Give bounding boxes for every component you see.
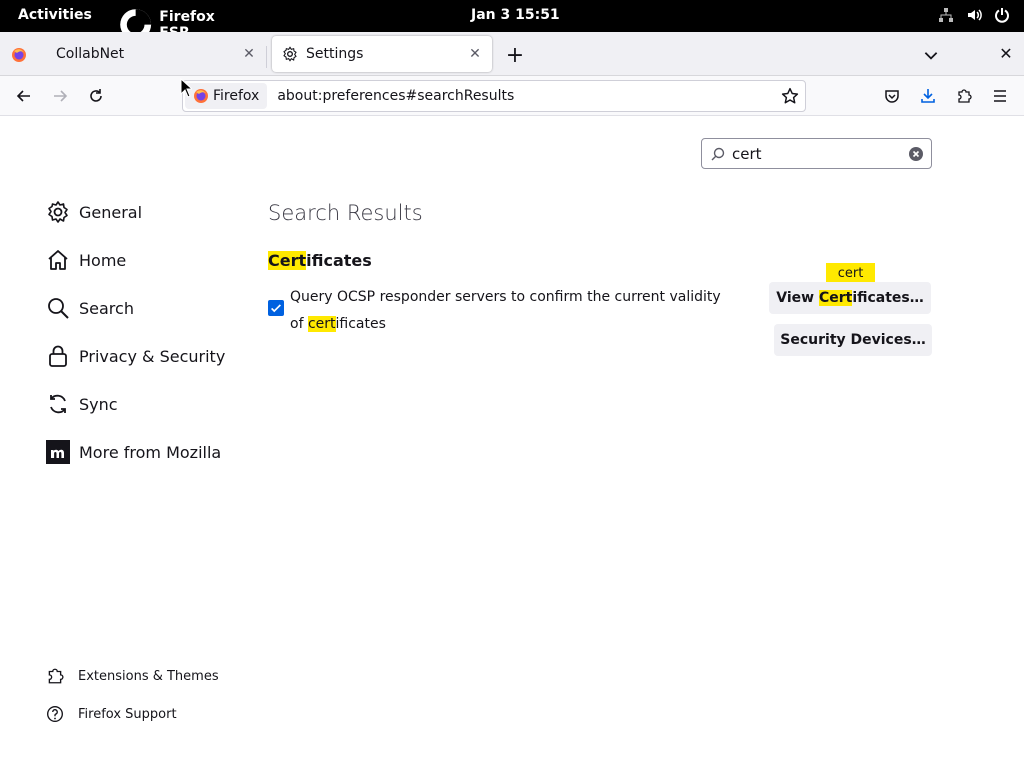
category-sync[interactable] [46,390,118,418]
arrow-left-icon [16,88,32,104]
reload-button[interactable] [86,86,106,106]
chevron-down-icon[interactable] [922,46,940,64]
ocsp-checkbox-label[interactable] [290,284,730,338]
ocsp-checkbox[interactable] [268,300,284,316]
search-highlight: Cert [818,290,853,306]
network-icon [938,7,954,23]
checkmark-icon [269,301,283,315]
puzzle-icon [956,88,972,104]
system-top-bar [0,0,1024,32]
security-devices-button[interactable]: Security Devices… [774,324,932,356]
mozilla-icon [46,440,70,464]
new-tab-button[interactable]: + [505,42,525,68]
tab-label: Settings [306,46,364,62]
downloads-button[interactable] [918,86,938,106]
download-icon [920,88,936,104]
page-title: Search Results [268,201,423,225]
clear-search-icon[interactable] [908,146,924,162]
extensions-themes-link[interactable] [46,666,219,686]
category-more-from-mozilla[interactable] [46,438,221,466]
window-close-button[interactable]: ✕ [999,43,1013,63]
reload-icon [88,88,104,104]
power-icon [994,7,1010,23]
category-privacy-security[interactable] [46,342,225,370]
certificates-heading [268,251,372,270]
category-label: Sync [79,394,118,414]
search-highlight: Cert [268,251,307,270]
gear-icon [46,200,70,224]
ocsp-label-text: Query OCSP responder servers to confirm the current validity of [290,289,721,332]
mouse-cursor-icon [180,78,192,98]
tab-label: CollabNet [56,46,125,62]
pocket-button[interactable] [882,86,902,106]
heading-text: ificates [306,251,372,270]
back-button[interactable] [14,86,34,106]
extensions-button[interactable] [954,86,974,106]
gear-icon [282,46,298,62]
pocket-icon [884,88,900,104]
tab-strip [0,32,1024,76]
address-bar[interactable] [182,80,806,112]
search-query[interactable]: cert [732,144,762,163]
help-icon [46,705,64,723]
firefox-support-link[interactable] [46,704,177,724]
search-match-tooltip: cert [826,263,875,283]
forward-button[interactable] [50,86,70,106]
url-text[interactable]: about:preferences#searchResults [277,88,515,104]
category-search[interactable] [46,294,134,322]
category-label: Search [79,298,134,318]
tab-divider [266,46,267,68]
category-label: Privacy & Security [79,346,226,366]
footer-link-label: Extensions & Themes [78,668,219,684]
settings-search-input[interactable] [701,138,932,169]
search-icon [46,296,70,320]
bookmark-star-icon[interactable] [781,87,799,105]
magnifier-icon [710,146,726,162]
sync-icon [46,392,70,416]
navigation-toolbar [0,76,1024,116]
ocsp-label-text-end: ificates [335,316,386,332]
system-tray[interactable] [938,7,1010,23]
button-label: View [776,290,819,306]
category-general[interactable] [46,198,142,226]
firefox-view-icon[interactable] [11,47,27,63]
view-certificates-button[interactable] [769,282,931,314]
category-label: More from Mozilla [79,442,222,462]
close-tab-icon[interactable]: ✕ [243,46,255,62]
app-menu-button[interactable] [990,86,1010,106]
clock[interactable]: Jan 3 15:51 [471,7,560,23]
identity-box[interactable] [185,83,267,109]
footer-link-label: Firefox Support [78,706,177,722]
puzzle-icon [46,667,64,685]
identity-label: Firefox [213,88,260,104]
activities-button[interactable]: Activities [18,7,92,23]
search-highlight: cert [307,316,336,332]
category-label: Home [79,250,127,270]
home-icon [46,248,70,272]
tab-settings[interactable] [272,36,492,72]
arrow-right-icon [52,88,68,104]
tab-collabnet[interactable] [44,36,266,72]
category-home[interactable] [46,246,126,274]
app-name: Firefox [159,8,215,25]
close-tab-icon[interactable]: ✕ [469,46,481,62]
volume-icon [966,7,982,23]
hamburger-menu-icon [992,88,1008,104]
category-label: General [79,202,143,222]
button-label-end: ificates… [852,290,924,306]
lock-icon [46,344,70,368]
firefox-logo-icon [193,88,209,104]
